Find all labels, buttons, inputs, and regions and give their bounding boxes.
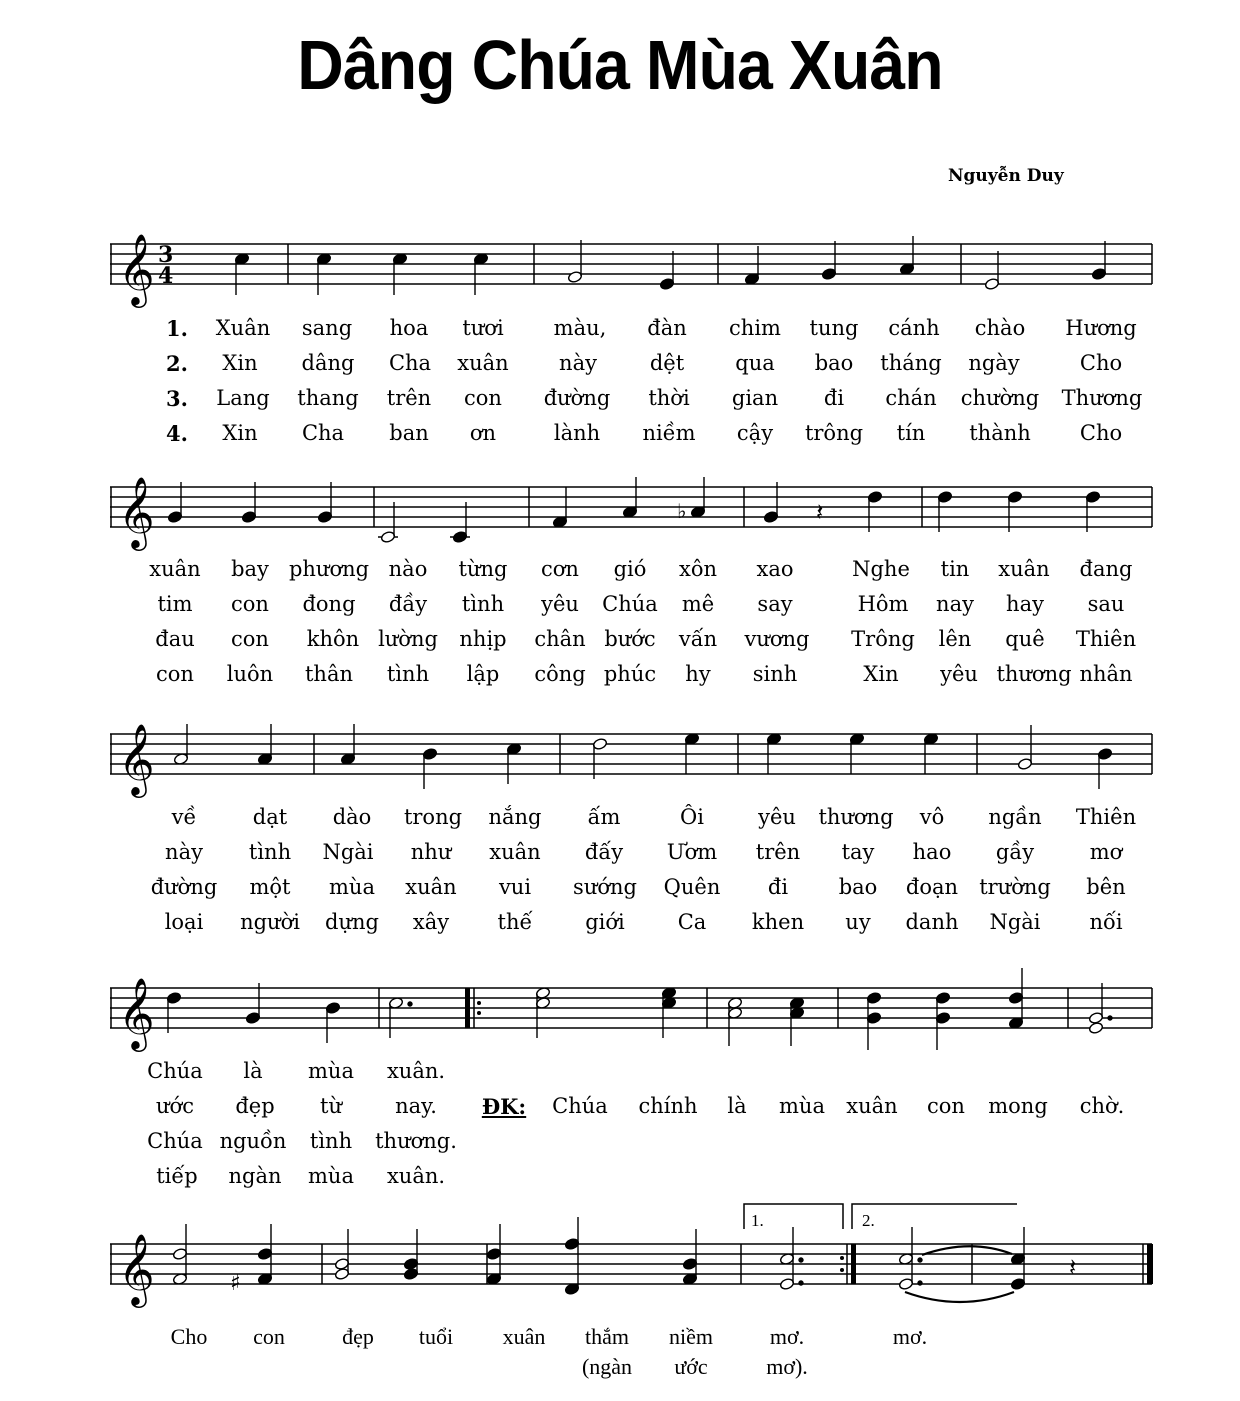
composer-name: Nguyễn Duy: [948, 166, 1064, 186]
lyric-line-verse-1: 1. Xuân sang hoa tươi màu, đàn chim tung cánh chào Hương: [166, 316, 1137, 341]
song-title: Dâng Chúa Mùa Xuân: [297, 26, 943, 104]
lyric-line-refrain: Cho con đẹp tuổi xuân thắm niềm mơ. mơ.: [170, 1324, 928, 1349]
lyric-line-verse-4: tiếp ngàn mùa xuân.: [156, 1164, 446, 1188]
lyric-line-verse-3: đường một mùa xuân vui sướng Quên đi bao đoạn trường bên: [150, 875, 1126, 899]
treble-clef-icon: 𝄞: [118, 1232, 155, 1305]
lyric-line-refrain-alt: (ngàn ước mơ).: [581, 1354, 808, 1379]
treble-clef-icon: 𝄞: [118, 232, 155, 305]
lyric-line-verse-2: ước đẹp từ nay. ĐK: Chúa chính là mùa xuân con mong chờ.: [156, 1094, 1125, 1119]
refrain-label: ĐK:: [481, 1094, 527, 1119]
lyric-line-verse-2: 2. Xin dâng Cha xuân này dệt qua bao tháng ngày Cho: [166, 351, 1123, 376]
treble-clef-icon: 𝄞: [118, 976, 155, 1049]
lyric-line-verse-3: 3. Lang thang trên con đường thời gian đi chán chường Thương: [166, 386, 1143, 411]
lyric-line-verse-4: con luôn thân tình lập công phúc hy sinh Xin yêu thương nhân: [156, 662, 1133, 686]
lyric-line-verse-1: xuân bay phương nào từng cơn gió xôn xao Nghe tin xuân đang: [149, 557, 1133, 581]
sharp-icon: ♯: [230, 1271, 241, 1296]
lyric-line-verse-2: này tình Ngài như xuân đấy Ươm trên tay hao gầy mơ: [165, 840, 1123, 864]
repeat-end-barline: [851, 1244, 856, 1284]
volta-2-label: 2.: [862, 1211, 875, 1230]
treble-clef-icon: 𝄞: [118, 475, 155, 548]
volta-brackets: [744, 1204, 1017, 1229]
treble-clef-icon: 𝄞: [118, 722, 155, 795]
lyric-line-verse-3: Chúa nguồn tình thương.: [147, 1129, 457, 1153]
final-barline: [1147, 1244, 1153, 1284]
svg-text:4: 4: [158, 263, 174, 289]
volta-1-label: 1.: [751, 1211, 764, 1230]
lyric-line-verse-2: tim con đong đầy tình yêu Chúa mê say Hôm nay hay sau: [157, 592, 1125, 616]
lyric-line-verse-4: 4. Xin Cha ban ơn lành niềm cậy trông tín thành Cho: [166, 421, 1123, 446]
lyric-line-verse-4: loại người dựng xây thế giới Ca khen uy danh Ngài nối: [164, 910, 1123, 934]
quarter-rest-icon: 𝄽: [1069, 1253, 1077, 1281]
svg-text:3: 3: [158, 242, 174, 268]
quarter-rest-icon: 𝄽: [816, 498, 824, 526]
lyric-line-verse-1: Chúa là mùa xuân.: [147, 1059, 446, 1083]
flat-icon: ♭: [677, 499, 687, 523]
lyric-line-verse-1: về dạt dào trong nắng ấm Ôi yêu thương vô ngần Thiên: [171, 805, 1137, 829]
lyric-line-verse-3: đau con khôn lường nhịp chân bước vấn vương Trông lên quê Thiên: [155, 627, 1137, 651]
